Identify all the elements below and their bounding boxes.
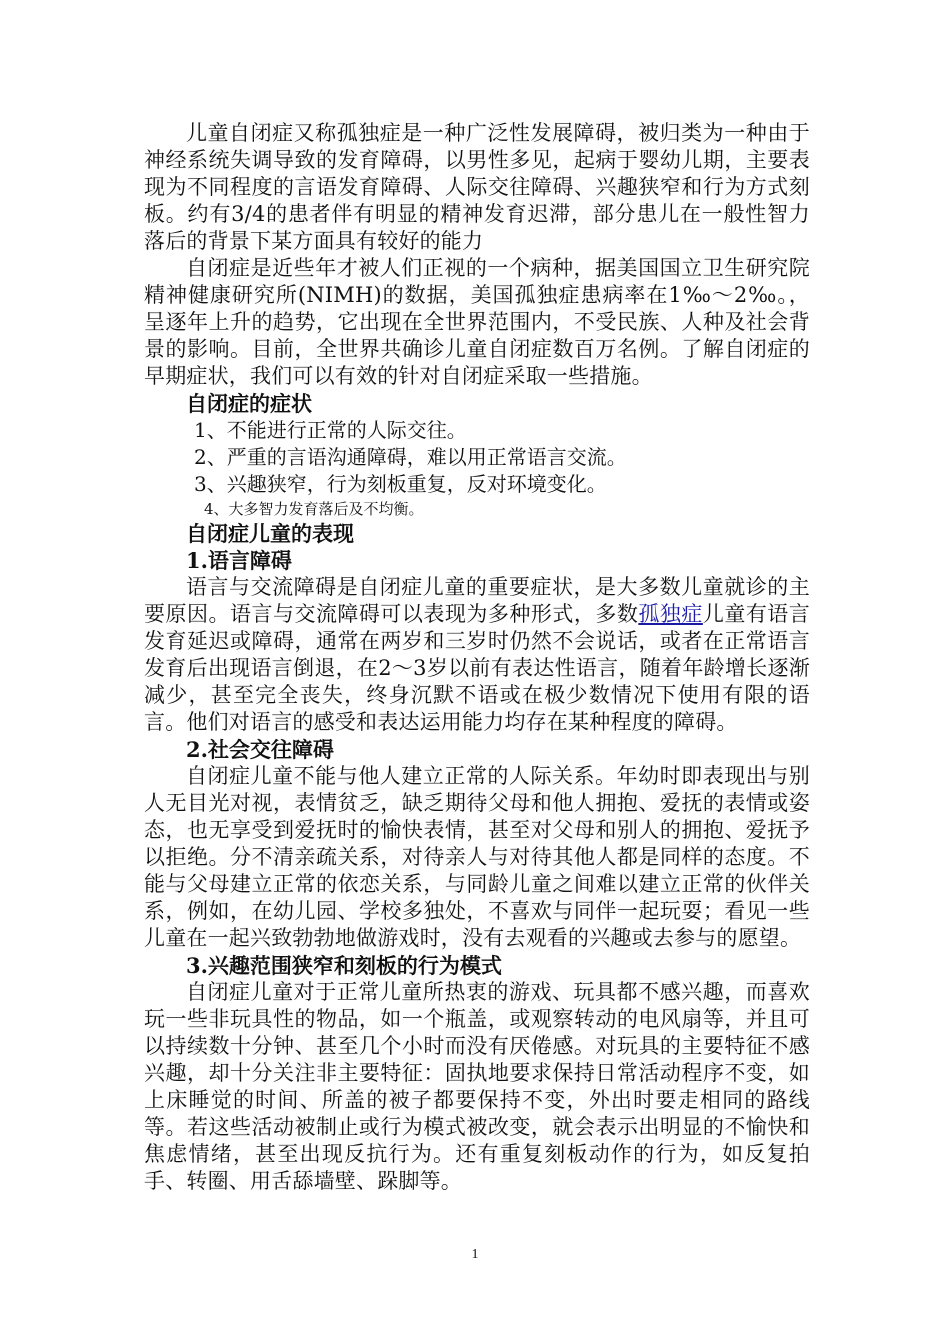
symptom-item: 2、严重的言语沟通障碍，难以用正常语言交流。: [194, 445, 627, 469]
autism-link[interactable]: 孤独症: [638, 602, 703, 626]
manifestations-heading: 自闭症儿童的表现: [186, 521, 354, 546]
interest-heading: 3.兴趣范围狭窄和刻板的行为模式: [186, 953, 502, 978]
social-heading: 2.社会交往障碍: [186, 737, 334, 762]
symptoms-heading: 自闭症的症状: [186, 391, 312, 416]
document-body: [144, 120, 810, 1195]
page-number: 1: [471, 1247, 479, 1262]
language-paragraph: [144, 574, 810, 736]
social-paragraph: 自闭症儿童不能与他人建立正常的人际关系。年幼时即表现出与别人无目光对视，表情贫乏，缺乏期待父母和他人拥抱、爱抚的表情或姿态，也无享受到爱抚时的愉快表情，甚至对父母和别人的拥抱、爱抚予以拒绝。分不清亲疏关系，对待亲人与对待其他人都是同样的态度。不能与父母建立正常的依恋关系，与同龄儿童之间难以建立正常的伙伴关系，例如，在幼儿园、学校多独处，不喜欢与同伴一起玩耍；看见一些儿童在一起兴致勃勃地做游戏时，没有去观看的兴趣或去参与的愿望。: [144, 764, 810, 950]
intro-paragraph-1: 儿童自闭症又称孤独症是一种广泛性发展障碍，被归类为一种由于神经系统失调导致的发育障碍，以男性多见，起病于婴幼儿期，主要表现为不同程度的言语发育障碍、人际交往障碍、兴趣狭窄和行为方式刻板。约有3/4的患者伴有明显的精神发育迟滞，部分患儿在一般性智力落后的背景下某方面具有较好的能力: [144, 121, 810, 253]
language-text-end: 儿童有语言发育延迟或障碍，通常在两岁和三岁时仍然不会说话，或者在正常语言发育后出现语言倒退，在2～3岁以前有表达性语言，随着年龄增长逐渐减少，甚至完全丧失，终身沉默不语或在极少数情况下使用有限的语言。他们对语言的感受和表达运用能力均存在某种程度的障碍。: [144, 602, 810, 734]
intro-paragraph-2: 自闭症是近些年才被人们正视的一个病种，据美国国立卫生研究院精神健康研究所(NIMH)的数据，美国孤独症患病率在1‰～2‰。，呈逐年上升的趋势，它出现在全世界范围内，不受民族、人种及社会背景的影响。目前，全世界共确诊儿童自闭症数百万名例。了解自闭症的早期症状，我们可以有效的针对自闭症采取一些措施。: [144, 256, 811, 388]
symptom-item: 3、兴趣狭窄，行为刻板重复，反对环境变化。: [194, 472, 607, 496]
symptom-item: 4、大多智力发育落后及不均衡。: [204, 500, 424, 518]
language-text-start: 语言与交流障碍是自闭症儿童的重要症状，是大多数儿童就诊的主要原因。语言与交流障碍可以表现为多种形式，多数: [144, 575, 810, 626]
interest-paragraph: 自闭症儿童对于正常儿童所热衷的游戏、玩具都不感兴趣，而喜欢玩一些非玩具性的物品，如一个瓶盖，或观察转动的电风扇等，并且可以持续数十分钟、甚至几个小时而没有厌倦感。对玩具的主要特征不感兴趣，却十分关注非主要特征：固执地要求保持日常活动程序不变，如上床睡觉的时间、所盖的被子都要保持不变，外出时要走相同的路线等。若这些活动被制止或行为模式被改变，就会表示出明显的不愉快和焦虑情绪，甚至出现反抗行为。还有重复刻板动作的行为，如反复拍手、转圈、用舌舔墙壁、跺脚等。: [144, 980, 810, 1193]
language-heading: 1.语言障碍: [186, 548, 292, 573]
symptom-item: 1、不能进行正常的人际交往。: [194, 418, 467, 442]
